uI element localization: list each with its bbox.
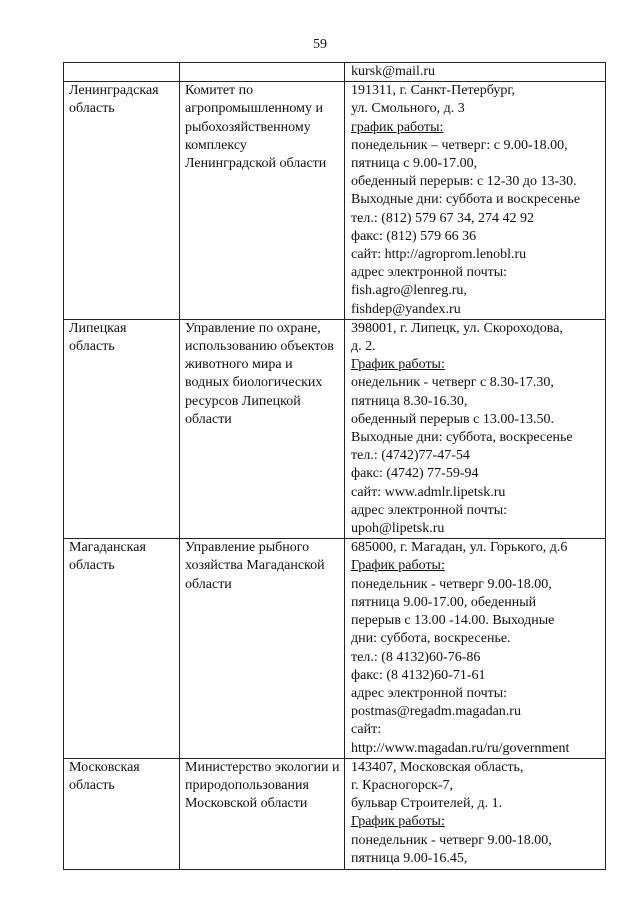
contact-line: fish.agro@lenreg.ru,	[351, 283, 467, 299]
contact-line: Выходные дни: суббота, воскресенье	[351, 430, 573, 446]
contact-line: пятница 8.30-16.30,	[351, 393, 468, 409]
schedule-heading: График работы:	[351, 558, 445, 574]
contact-line: д. 2.	[351, 339, 376, 355]
contact-line: факс: (812) 579 66 36	[351, 228, 477, 244]
contact-line: 398001, г. Липецк, ул. Скороходова,	[351, 320, 563, 336]
region-name: Магаданская область	[69, 540, 146, 574]
region-cell	[64, 319, 180, 538]
contact-line: обеденный перерыв с 13.00-13.50.	[351, 411, 554, 427]
contact-line: upoh@lipetsk.ru	[351, 521, 445, 537]
contact-line: тел.: (4742)77-47-54	[351, 448, 470, 464]
contact-line: 685000, г. Магадан, ул. Горького, д.6	[351, 540, 568, 556]
contact-cell	[345, 63, 606, 82]
table-row	[64, 539, 606, 758]
contact-line: понедельник – четверг: с 9.00-18.00,	[351, 137, 568, 153]
authority-name: Управление рыбного хозяйства Магаданской области	[185, 540, 325, 592]
contact-line: г. Красногорск-7,	[351, 777, 453, 793]
region-cell	[64, 758, 180, 869]
contact-line: postmas@regadm.magadan.ru	[351, 704, 521, 720]
contact-line: 143407, Московская область,	[351, 759, 524, 775]
contact-line: http://www.magadan.ru/ru/government	[351, 740, 570, 756]
authority-cell	[180, 539, 345, 758]
contact-line: тел.: (812) 579 67 34, 274 42 92	[351, 210, 535, 226]
contact-line: перерыв с 13.00 -14.00. Выходные	[351, 613, 555, 629]
contact-line: Выходные дни: суббота и воскресенье	[351, 192, 581, 208]
table-row	[64, 63, 606, 82]
contact-cell	[345, 82, 606, 320]
authority-cell	[180, 82, 345, 320]
table-row	[64, 319, 606, 538]
contact-line: сайт: http://agroprom.lenobl.ru	[351, 247, 527, 263]
contact-line: пятница 9.00-16.45,	[351, 850, 468, 866]
contact-line: бульвар Строителей, д. 1.	[351, 796, 503, 812]
authority-cell	[180, 319, 345, 538]
authority-name: Управление по охране, использованию объектов животного мира и водных биологических ресурсов Липецкой области	[185, 320, 334, 427]
region-name: Московская область	[69, 759, 140, 793]
contact-line: обеденный перерыв: с 12-30 до 13-30.	[351, 174, 577, 190]
authority-name: Министерство экологии и природопользования Московской области	[185, 759, 340, 812]
contact-cell	[345, 758, 606, 869]
schedule-heading: график работы:	[351, 119, 444, 135]
contact-line: 191311, г. Санкт-Петербург,	[351, 83, 515, 99]
table-row	[64, 82, 606, 320]
contact-line: понедельник - четверг 9.00-18.00,	[351, 576, 552, 592]
contact-line: ул. Смольного, д. 3	[351, 101, 465, 117]
schedule-heading: График работы:	[351, 814, 445, 830]
contact-line: пятница 9.00-17.00, обеденный	[351, 594, 537, 610]
region-cell	[64, 82, 180, 320]
authority-name: Комитет по агропромышленному и рыбохозяйственному комплексу Ленинградской области	[185, 83, 327, 172]
contact-line: дни: суббота, воскресенье.	[351, 631, 511, 647]
region-name: Липецкая область	[69, 320, 127, 355]
contact-line: онедельник - четверг с 8.30-17.30,	[351, 375, 554, 391]
authority-cell	[180, 758, 345, 869]
contact-line: адрес электронной почты:	[351, 685, 508, 701]
contact-line: понедельник - четверг 9.00-18.00,	[351, 832, 552, 848]
page-number: 59	[313, 37, 327, 52]
contact-line: факс: (8 4132)60-71-61	[351, 667, 486, 683]
contact-line: адрес электронной почты:	[351, 265, 508, 281]
contact-line: факс: (4742) 77-59-94	[351, 466, 479, 482]
contact-line: fishdep@yandex.ru	[351, 301, 461, 317]
contact-line: тел.: (8 4132)60-76-86	[351, 649, 481, 665]
contact-line: kursk@mail.ru	[351, 64, 436, 79]
contact-line: сайт:	[351, 722, 382, 738]
authority-cell	[180, 63, 345, 82]
regional-authorities-table	[63, 62, 606, 870]
contact-line: пятница с 9.00-17.00,	[351, 156, 478, 172]
contact-line: адрес электронной почты:	[351, 502, 508, 518]
contact-line: сайт: www.admlr.lipetsk.ru	[351, 484, 506, 500]
region-cell	[64, 539, 180, 758]
region-name: Ленинградская область	[69, 83, 159, 117]
table-row	[64, 758, 606, 869]
schedule-heading: График работы:	[351, 357, 445, 373]
region-cell	[64, 63, 180, 82]
contact-cell	[345, 319, 606, 538]
contact-cell	[345, 539, 606, 758]
